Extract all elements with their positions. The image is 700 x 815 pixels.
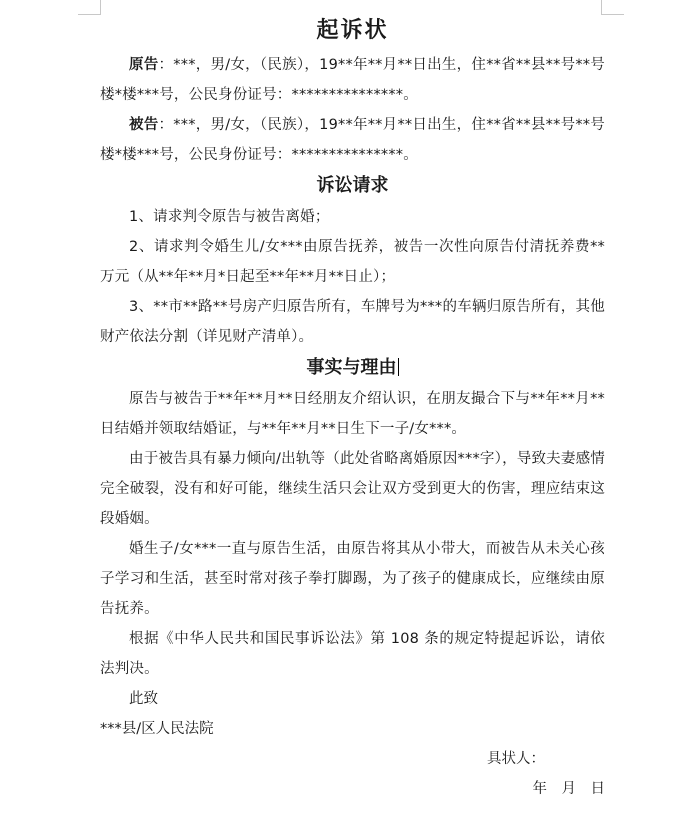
claim-item: 3、**市**路**号房产归原告所有，车牌号为***的车辆归原告所有，其他财产依法分割（详见财产清单）。 — [100, 299, 605, 345]
plaintiff-paragraph — [100, 50, 605, 110]
facts-paragraph: 婚生子/女***一直与原告生活，由原告将其从小带大，而被告从未关心孩子学习和生活，甚至时常对孩子拳打脚踢，为了孩子的健康成长，应继续由原告抚养。 — [100, 541, 605, 617]
signature-label: 具状人： — [487, 751, 545, 767]
facts-heading-text: 事实与理由 — [306, 357, 397, 378]
court-name: ***县/区人民法院 — [100, 721, 214, 737]
claims-heading: 诉讼请求 — [316, 175, 389, 196]
defendant-label: 被告 — [129, 117, 159, 133]
text-cursor — [398, 358, 399, 376]
facts-paragraph: 根据《中华人民共和国民事诉讼法》第 108 条的规定特提起诉讼，请依法判决。 — [100, 631, 605, 677]
date-line: 年 月 日 — [532, 781, 605, 797]
claim-item: 1、请求判令原告与被告离婚； — [129, 209, 330, 225]
defendant-paragraph — [100, 110, 605, 170]
closing-salutation: 此致 — [129, 691, 158, 707]
defendant-text: ：***，男/女，（民族），19**年**月**日出生，住**省**县**号**号楼*楼***号，公民身份证号：***************。 — [100, 117, 605, 163]
document-title: 起诉状 — [316, 18, 389, 43]
facts-paragraph: 由于被告具有暴力倾向/出轨等（此处省略离婚原因***字），导致夫妻感情完全破裂，没有和好可能，继续生活只会让双方受到更大的伤害，理应结束这段婚姻。 — [100, 451, 605, 527]
document-page[interactable] — [100, 12, 605, 804]
page-corner-mark-left — [78, 0, 101, 15]
facts-heading — [100, 352, 605, 384]
claim-item: 2、请求判令婚生儿/女***由原告抚养，被告一次性向原告付清抚养费**万元（从**年**月*日起至**年**月**日止）； — [100, 239, 605, 285]
facts-paragraph: 原告与被告于**年**月**日经朋友介绍认识，在朋友撮合下与**年**月**日结婚并领取结婚证，与**年**月**日生下一子/女***。 — [100, 391, 605, 437]
plaintiff-text: ：***，男/女，（民族），19**年**月**日出生，住**省**县**号**号楼*楼***号，公民身份证号：***************。 — [100, 57, 605, 103]
plaintiff-label: 原告 — [129, 57, 159, 73]
